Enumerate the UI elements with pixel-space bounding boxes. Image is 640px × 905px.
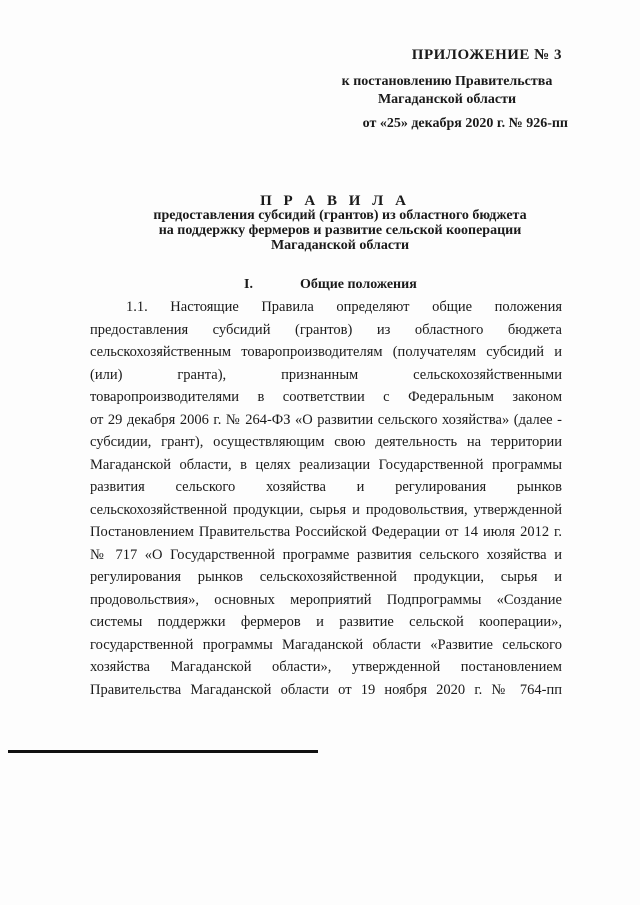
document-subtitle xyxy=(130,208,550,253)
appendix-reference-line-2: Магаданской области xyxy=(377,92,517,107)
paragraph-line: № 717 «О Государственной программе развития сельского хозяйства и xyxy=(90,546,562,563)
paragraph-line: Магаданской области, в целях реализации Государственной программы xyxy=(90,456,562,473)
paragraph-line: государственной программы Магаданской области «Развитие сельского xyxy=(90,636,562,653)
paragraph-line: системы поддержки фермеров и развитие сельской кооперации», xyxy=(90,614,562,630)
paragraph-line: предоставления субсидий (грантов) из областного бюджета xyxy=(90,321,562,338)
appendix-reference xyxy=(332,73,562,109)
appendix-date: от «25» декабря 2020 г. № 926-пп xyxy=(362,116,568,131)
paragraph-line: регулирования рынков сельскохозяйственной продукции, сырья и xyxy=(90,569,562,585)
paragraph-line: хозяйства Магаданской области», утвержденной постановлением xyxy=(90,659,562,675)
paragraph-line: сельскохозяйственным товаропроизводителям (получателям субсидий и xyxy=(90,344,562,360)
paragraph-line: продовольствия», основных мероприятий Подпрограммы «Создание xyxy=(90,591,562,608)
paragraph-line: развития сельского хозяйства и регулирования рынков xyxy=(90,479,562,495)
paragraph-line: Правительства Магаданской области от 19 ноября 2020 г. № 764-пп xyxy=(90,681,562,698)
paragraph-1-1 xyxy=(90,296,562,701)
paragraph-line: субсидии, грант), осуществляющим свою деятельность на территории xyxy=(90,434,562,450)
paragraph-line: 1.1. Настоящие Правила определяют общие положения xyxy=(126,299,562,315)
document-subtitle-line-3: Магаданской области xyxy=(270,238,410,253)
section-title: Общие положения xyxy=(300,277,417,292)
paragraph-line: товаропроизводителями в соответствии с Федеральным законом xyxy=(90,389,562,405)
paragraph-line: от 29 декабря 2006 г. № 264-ФЗ «О развитии сельского хозяйства» (далее - xyxy=(90,411,562,428)
section-number: I. xyxy=(244,277,253,292)
appendix-reference-line-1: к постановлению Правительства xyxy=(341,74,553,89)
document-subtitle-line-1: предоставления субсидий (грантов) из областного бюджета xyxy=(153,208,527,223)
section-heading xyxy=(244,277,417,293)
document-subtitle-line-2: на поддержку фермеров и развитие сельской кооперации xyxy=(158,223,522,238)
document-title: П Р А В И Л А xyxy=(260,193,410,209)
footnote-separator-line xyxy=(8,750,318,753)
paragraph-line: (или) гранта), признанным сельскохозяйственными xyxy=(90,366,562,383)
paragraph-line: сельскохозяйственной продукции, сырья и продовольствия, утвержденной xyxy=(90,501,562,518)
appendix-title: ПРИЛОЖЕНИЕ № 3 xyxy=(411,47,562,63)
paragraph-line: Постановлением Правительства Российской Федерации от 14 июля 2012 г. xyxy=(90,524,562,540)
